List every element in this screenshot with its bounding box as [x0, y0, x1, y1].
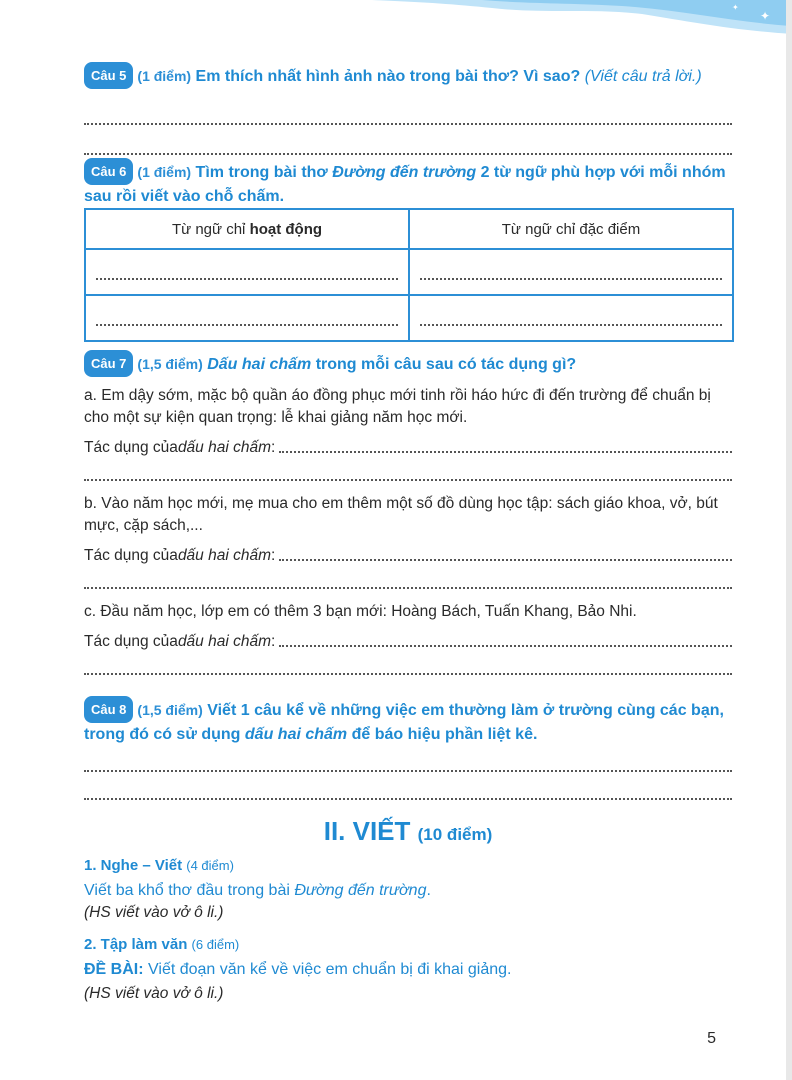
answer-line[interactable]	[84, 463, 732, 481]
part-2-note: (HS viết vào vở ô li.)	[84, 985, 224, 1002]
svg-text:✦: ✦	[732, 3, 739, 12]
answer-line[interactable]	[84, 571, 732, 589]
question-text: Em thích nhất hình ảnh nào trong bài thơ? Vì sao?	[195, 68, 581, 85]
table-header-activity: Từ ngữ chỉ hoạt động	[85, 209, 409, 249]
question-badge: Câu 6	[84, 158, 133, 185]
question-badge: Câu 5	[84, 62, 133, 89]
table-cell[interactable]	[409, 249, 733, 295]
question-points: (1,5 điểm)	[137, 356, 203, 372]
answer-line[interactable]	[84, 748, 732, 772]
answer-line[interactable]	[84, 101, 732, 125]
sentence-a: a. Em dậy sớm, mặc bộ quần áo đồng phục mới tinh rồi háo hức đi đến trường để chuẩn bị cho một sự kiện quan trọng: lễ khai giảng năm học mới.	[84, 387, 711, 426]
question-points: (1,5 điểm)	[137, 702, 203, 718]
sentence-b: b. Vào năm học mới, mẹ mua cho em thêm một số đồ dùng học tập: sách giáo khoa, vở, bút mực, cặp sách,...	[84, 495, 718, 534]
table-header-feature: Từ ngữ chỉ đặc điểm	[409, 209, 733, 249]
part-2-task: ĐỀ BÀI: Viết đoạn văn kể về việc em chuẩn bị đi khai giảng.	[84, 961, 512, 978]
question-points: (1 điểm)	[137, 164, 192, 180]
part-1-task: Viết ba khổ thơ đầu trong bài Đường đến trường.	[84, 882, 431, 899]
writing-section	[84, 816, 732, 1003]
header-wave-decoration	[372, 0, 792, 60]
answer-line[interactable]	[84, 131, 732, 155]
poem-title: Đường đến trường	[332, 164, 477, 181]
question-8	[84, 696, 732, 800]
part-2-title: 2. Tập làm văn (6 điểm)	[84, 936, 240, 953]
answer-line[interactable]	[84, 776, 732, 800]
question-badge: Câu 7	[84, 350, 133, 377]
answer-row: Tác dụng của dấu hai chấm :	[84, 633, 732, 651]
table-cell[interactable]	[85, 295, 409, 341]
table-cell[interactable]	[85, 249, 409, 295]
question-text: trong mỗi câu sau có tác dụng gì?	[311, 356, 577, 373]
question-note: (Viết câu trả lời.)	[584, 68, 702, 85]
question-text-italic: Dấu hai chấm	[207, 356, 312, 373]
question-5	[84, 62, 732, 155]
question-text: Viết 1 câu kể về những việc em thường làm ở trường cùng các bạn, trong đó có sử dụng	[84, 702, 724, 743]
section-title: II. VIẾT (10 điểm)	[323, 816, 493, 846]
sentence-c: c. Đầu năm học, lớp em có thêm 3 bạn mới: Hoàng Bách, Tuấn Khang, Bảo Nhi.	[84, 603, 637, 620]
part-1-title: 1. Nghe – Viết (4 điểm)	[84, 857, 234, 874]
page-number: 5	[707, 1030, 716, 1047]
svg-text:✦: ✦	[760, 9, 771, 23]
answer-line[interactable]	[279, 451, 732, 453]
answer-line[interactable]	[84, 657, 732, 675]
part-1-note: (HS viết vào vở ô li.)	[84, 904, 224, 921]
question-points: (1 điểm)	[137, 68, 192, 84]
table-cell[interactable]	[409, 295, 733, 341]
question-text-italic: dấu hai chấm	[244, 726, 348, 743]
question-7	[84, 350, 732, 675]
page-edge	[786, 0, 792, 1080]
answer-line[interactable]	[279, 645, 732, 647]
question-6	[84, 158, 732, 208]
answer-row: Tác dụng của dấu hai chấm :	[84, 439, 732, 457]
question-text-cont: 2 từ ngữ phù hợp với mỗi nhóm sau rồi viết vào chỗ chấm.	[84, 164, 726, 205]
question-badge: Câu 8	[84, 696, 133, 723]
answer-line[interactable]	[279, 559, 732, 561]
word-table	[84, 208, 734, 342]
question-text: Tìm trong bài thơ	[195, 164, 333, 181]
answer-row: Tác dụng của dấu hai chấm :	[84, 547, 732, 565]
question-text-cont: để báo hiệu phần liệt kê.	[347, 726, 538, 743]
